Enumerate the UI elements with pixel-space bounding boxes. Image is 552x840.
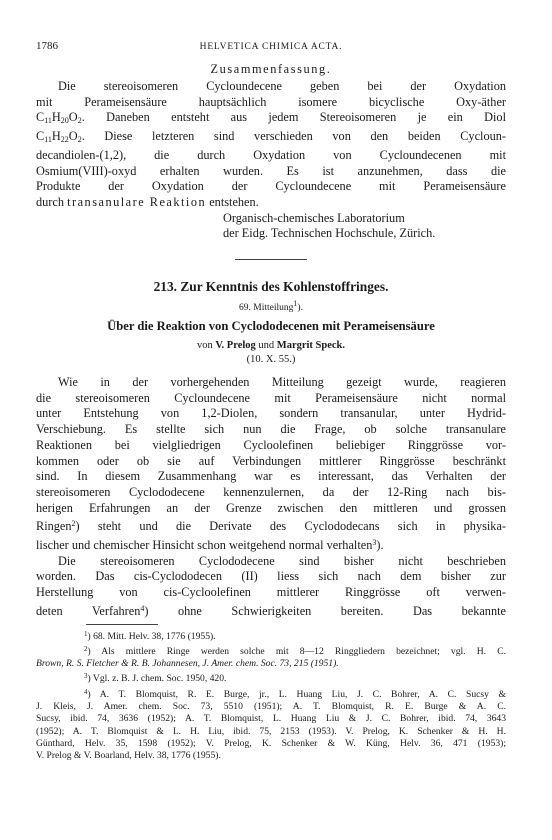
body-line: unter Entstehung von 1,2-Diolen, sondern transanular, unter Hydrid- [36, 406, 506, 421]
body-paragraph [36, 554, 506, 620]
footnote-3: $^3$) Vgl. z. B. J. chem. Soc. 1950, 420. [84, 672, 227, 685]
body-line: stereoisomeren Cyclododecene kennenzulernen, da der 12-Ring nach bis- [36, 484, 506, 499]
body-paragraph [36, 375, 506, 554]
body-line: herigen Erfahrungen an der Grenze zwischen den mittleren und grossen [36, 500, 506, 515]
page-number: 1786 [36, 40, 58, 52]
summary-line: decandiolen-(1,2), die durch Oxydation von Cycloundecenen mit [36, 147, 506, 162]
footnote-4-cont: (1952); A. T. Blomquist & L. H. Liu, ibid. 75, 2153 (1953). V. Prelog, K. Schenker & H. H. [36, 725, 506, 737]
footnote-4-cont: Günthard, Helv. 35, 1598 (1952); V. Prelog, K. Schenker & W. Küng, Helv. 36, 471 (1953); [36, 737, 506, 749]
spaced-emphasis: transanulare Reaktion [67, 194, 207, 209]
footnote-2: $^2$) Als mittlere Ringe werden solche mit 8—12 Ringgliedern bezeichnet; vgl. H. C. [84, 644, 506, 657]
footnote-4-cont: V. Prelog & V. Boarland, Helv. 38, 1776 (1955). [36, 750, 221, 762]
summary-line-formula: $C_{11}H_{20}O_2$. Daneben entsteht aus jedem Stereoisomeren je ein Diol [36, 110, 506, 126]
summary-line: Produkte der Oxydation der Cycloundecene mit Perameisensäure [36, 179, 506, 194]
footnote-4-cont: Sucsy, ibid. 74, 3636 (1952); A. T. Blomquist, L. Huang Liu & J. C. Bohrer, ibid. 74, 3643 [36, 713, 506, 725]
body-line: Verschiebung. Es stellte sich nun die Frage, ob solche transanulare [36, 422, 506, 437]
section-divider [235, 259, 307, 260]
footnote-4-cont: J. Kleis, J. Amer. chem. Soc. 73, 5510 (1951); A. T. Blomquist, R. E. Burge & A. C. [36, 701, 506, 713]
article-title: 213. Zur Kenntnis des Kohlenstoffringes. [153, 279, 389, 295]
body-line: die stereoisomeren Cycloundecene mit Perameisensäure nicht normal [36, 390, 506, 405]
footnote-4: $^4$) A. T. Blomquist, R. E. Burge, jr., L. Huang Liu, J. C. Bohrer, A. C. Sucsy & [84, 687, 506, 700]
summary-line: mit Perameisensäure hauptsächlich isomere bicyclische Oxy-äther [36, 94, 506, 109]
body-line: deten Verfahren$^4$) ohne Schwierigkeiten bereiten. Das bekannte [36, 603, 506, 618]
footnote-2-cont: Brown, R. S. Fletcher & R. B. Johannesen, J. Amer. chem. Soc. 73, 215 (1951). [36, 658, 339, 670]
footnotes [36, 628, 506, 763]
summary-line: Die stereoisomeren Cycloundecene geben bei der Oxydation [58, 79, 506, 93]
page-body [36, 62, 506, 763]
article-date: (10. X. 55.) [246, 354, 296, 366]
body-line: kommen oder ob sie auf Verbindungen mittlerer Ringgrösse beschränkt [36, 453, 506, 468]
page-header [36, 40, 506, 52]
summary-line-formula: $C_{11}H_{22}O_2$. Diese letzteren sind verschieden von den beiden Cycloun- [36, 129, 506, 145]
body-line: Die stereoisomeren Cyclododecene sind bisher nicht beschrieben [58, 553, 506, 568]
laboratory-affiliation: Organisch-chemisches Laboratorium der Eidg. Technischen Hochschule, Zürich. [223, 210, 436, 241]
footnote-1: $^1$) 68. Mitt. Helv. 38, 1776 (1955). [84, 629, 216, 642]
body-line: worden. Das cis-Cyclododecen (II) liess sich nach dem bisher zur [36, 569, 506, 584]
body-line: sind. In diesem Zusammenhang war es interessant, das Verhalten der [36, 469, 506, 484]
body-line: Herstellung von cis-Cycloolefinen mittlerer Ringgrösse oft verwen- [36, 585, 506, 600]
body-line: Wie in der vorhergehenden Mitteilung gezeigt wurde, reagieren [58, 375, 506, 390]
summary-line: durch transanulare Reaktion entstehen. [36, 194, 259, 209]
summary-paragraph [36, 79, 506, 211]
body-line: Ringen$^2$) steht und die Derivate des Cyclododecans sich in physika- [36, 519, 506, 534]
body-line: Reaktionen bei vielgliedrigen Cycloolefinen beliebiger Ringgrösse vor- [36, 437, 506, 452]
summary-heading: Zusammenfassung. [210, 62, 332, 76]
article-subtitle: Über die Reaktion von Cyclododecenen mit Perameisensäure [107, 319, 435, 334]
journal-name: HELVETICA CHIMICA ACTA. [199, 42, 343, 52]
article-authors: von V. Prelog und Margrit Speck. [196, 340, 346, 352]
body-line: lischer und chemischer Hinsicht schon weitgehend normal verhalten$^3$). [36, 538, 384, 553]
summary-line: Osmium(VIII)-oxyd erhalten wurden. Es ist anzunehmen, dass die [36, 163, 506, 178]
footnote-divider [86, 624, 158, 625]
article-series-note: 69. Mitteilung$^1$). [239, 299, 303, 314]
